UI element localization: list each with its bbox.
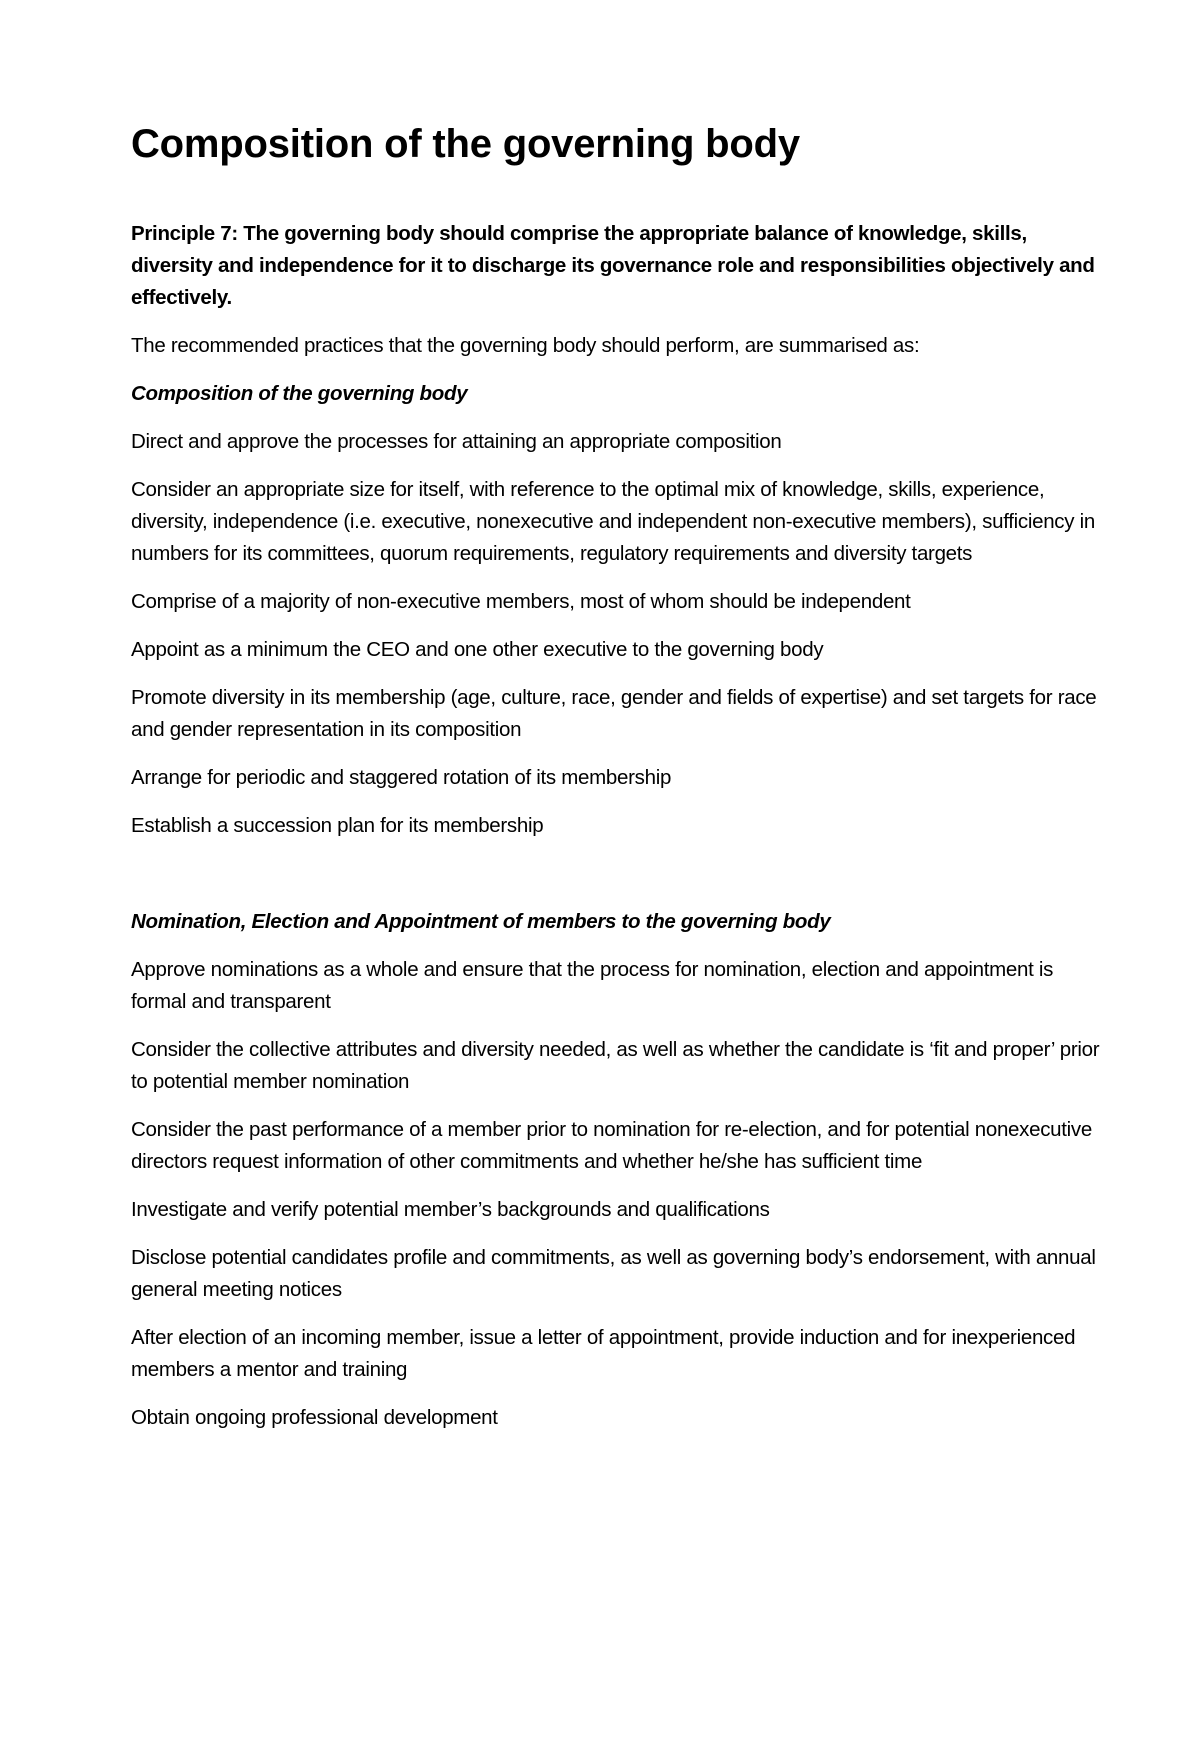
intro-paragraph: The recommended practices that the governing body should perform, are summarised as: bbox=[131, 334, 920, 357]
list-item: Consider the past performance of a member prior to nomination for re-election, and for potential nonexecutive directors request information of other commitments and whether he/she has sufficient time bbox=[131, 1118, 1092, 1173]
section-heading-composition: Composition of the governing body bbox=[131, 382, 468, 405]
list-item: Promote diversity in its membership (age, culture, race, gender and fields of expertise) and set targets for race and gender representation in its composition bbox=[131, 686, 1097, 741]
list-item: Establish a succession plan for its membership bbox=[131, 814, 544, 837]
list-item: Direct and approve the processes for attaining an appropriate composition bbox=[131, 430, 782, 453]
list-item: Obtain ongoing professional development bbox=[131, 1406, 498, 1429]
list-item: Arrange for periodic and staggered rotation of its membership bbox=[131, 766, 672, 789]
list-item: Approve nominations as a whole and ensure that the process for nomination, election and appointment is formal and transparent bbox=[131, 958, 1054, 1013]
principle-statement: Principle 7: The governing body should comprise the appropriate balance of knowledge, skills, diversity and independence for it to discharge its governance role and responsibilities objectively and effectively. bbox=[131, 222, 1095, 309]
list-item: Investigate and verify potential member’s backgrounds and qualifications bbox=[131, 1198, 770, 1221]
list-item: Consider the collective attributes and diversity needed, as well as whether the candidate is ‘fit and proper’ prior to potential member nomination bbox=[131, 1038, 1100, 1093]
list-item: After election of an incoming member, issue a letter of appointment, provide induction and for inexperienced members a mentor and training bbox=[131, 1326, 1076, 1381]
page-title: Composition of the governing body bbox=[131, 122, 800, 166]
list-item: Appoint as a minimum the CEO and one other executive to the governing body bbox=[131, 638, 824, 661]
list-item: Consider an appropriate size for itself, with reference to the optimal mix of knowledge, skills, experience, diversity, independence (i.e. executive, nonexecutive and independent non-executive members), sufficiency in numbers for its committees, quorum requirements, regulatory requirements and diversity targets bbox=[131, 478, 1095, 565]
document-page bbox=[131, 118, 1111, 1450]
list-item: Comprise of a majority of non-executive members, most of whom should be independent bbox=[131, 590, 911, 613]
section-heading-nomination: Nomination, Election and Appointment of members to the governing body bbox=[131, 910, 831, 933]
list-item: Disclose potential candidates profile and commitments, as well as governing body’s endorsement, with annual general meeting notices bbox=[131, 1246, 1096, 1301]
section-spacer bbox=[131, 858, 1111, 906]
